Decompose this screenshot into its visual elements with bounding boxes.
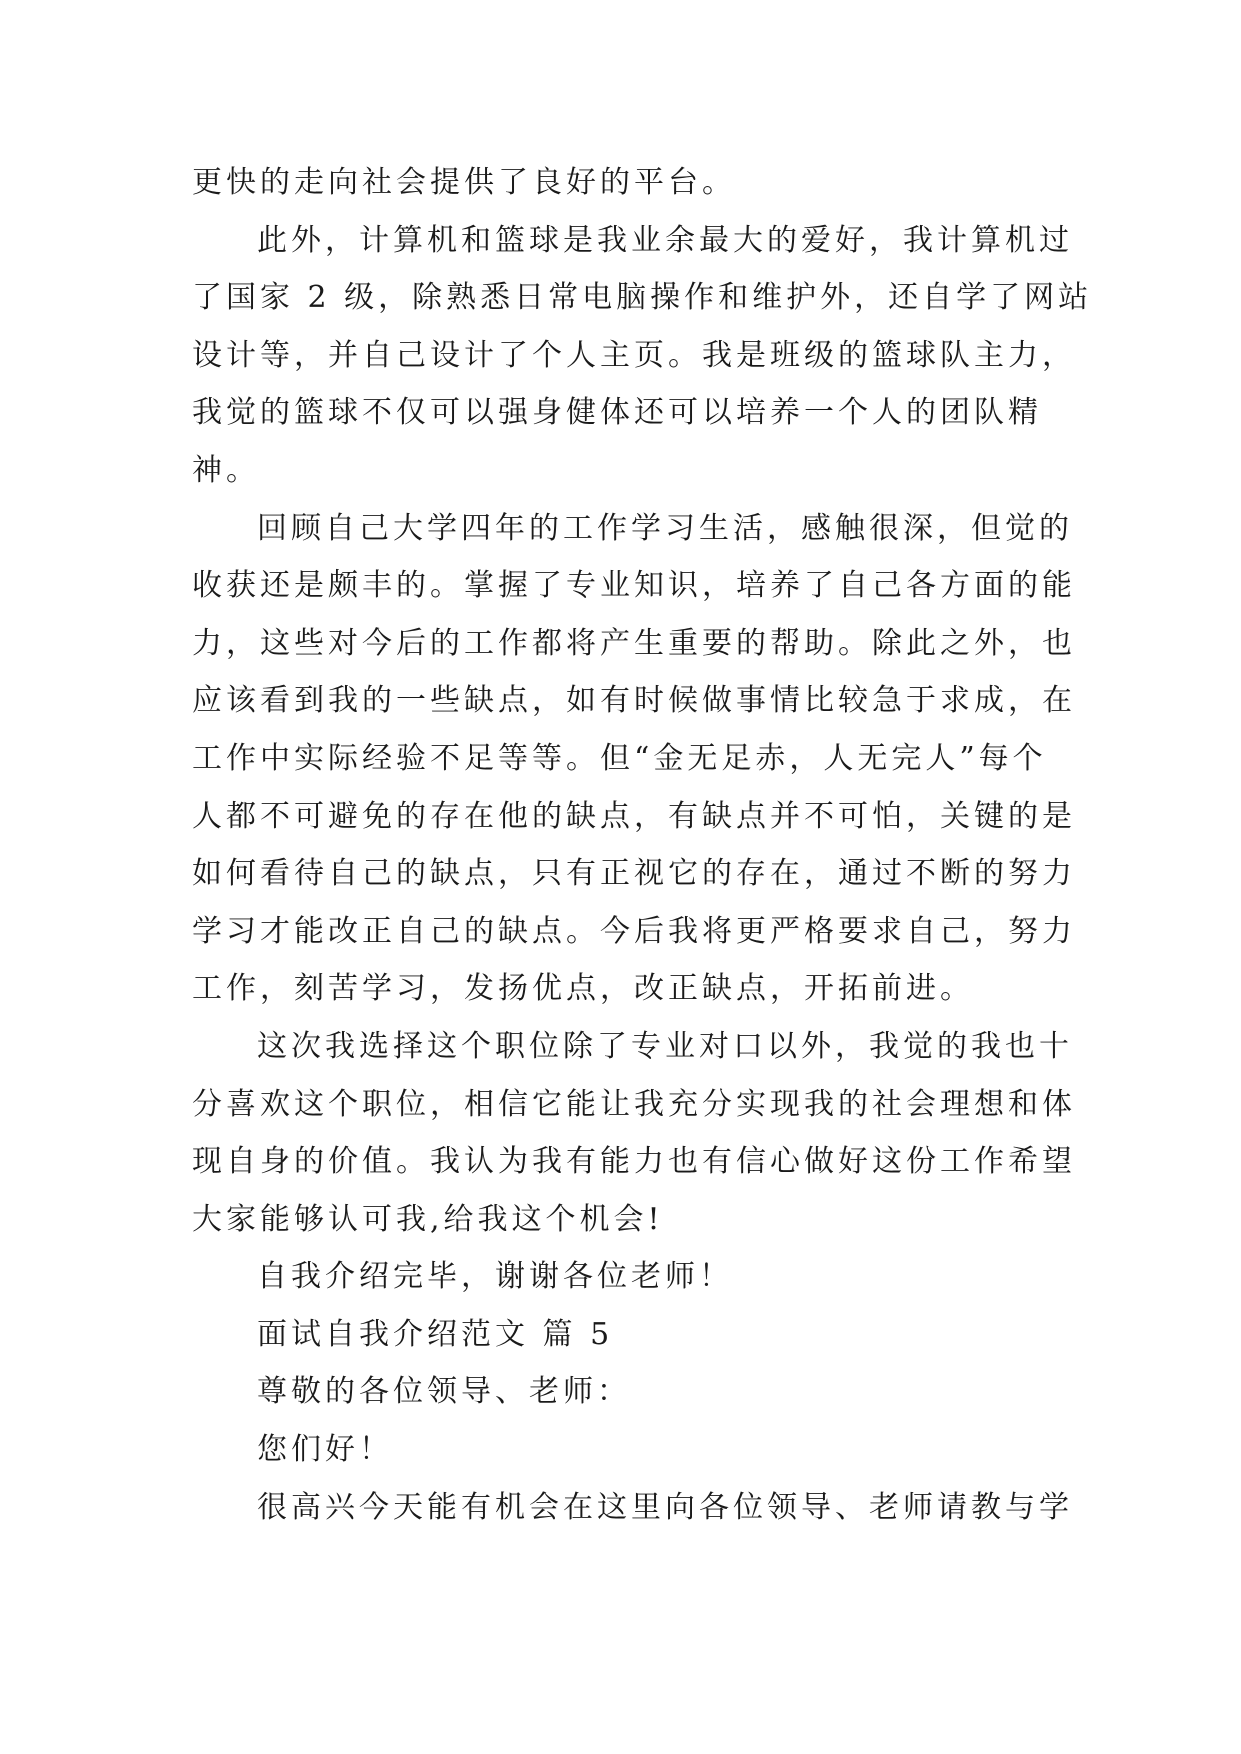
text-line: 工作中实际经验不足等等。但“金无足赤，人无完人”每个	[192, 740, 1047, 776]
text-line: 我觉的篮球不仅可以强身健体还可以培养一个人的团队精	[192, 395, 1042, 431]
text-line: 此外，计算机和篮球是我业余最大的爱好，我计算机过	[257, 222, 1073, 258]
text-line: 人都不可避免的存在他的缺点，有缺点并不可怕，关键的是	[192, 798, 1076, 834]
text-line: 收获还是颇丰的。掌握了专业知识，培养了自己各方面的能	[192, 568, 1076, 604]
text-line: 现自身的价值。我认为我有能力也有信心做好这份工作希望	[192, 1144, 1076, 1180]
text-line: 自我介绍完毕，谢谢各位老师！	[257, 1259, 733, 1295]
text-line: 如何看待自己的缺点，只有正视它的存在，通过不断的努力	[192, 856, 1076, 892]
text-line: 设计等，并自己设计了个人主页。我是班级的篮球队主力，	[192, 337, 1076, 373]
text-line: 更快的走向社会提供了良好的平台。	[192, 165, 736, 200]
body-text	[192, 154, 1093, 1536]
text-line: 您们好！	[257, 1432, 393, 1468]
text-line: 应该看到我的一些缺点，如有时候做事情比较急于求成，在	[192, 683, 1076, 719]
text-line: 回顾自己大学四年的工作学习生活，感触很深，但觉的	[257, 510, 1073, 546]
text-line: 神。	[192, 452, 260, 488]
text-line: 工作，刻苦学习，发扬优点，改正缺点，开拓前进。	[192, 971, 974, 1007]
text-line: 力，这些对今后的工作都将产生重要的帮助。除此之外，也	[192, 625, 1076, 661]
text-line: 这次我选择这个职位除了专业对口以外，我觉的我也十	[257, 1028, 1073, 1064]
text-line: 面试自我介绍范文 篇 5	[257, 1316, 614, 1352]
text-line: 学习才能改正自己的缺点。今后我将更严格要求自己，努力	[192, 913, 1076, 949]
text-line: 大家能够认可我,给我这个机会!	[192, 1201, 664, 1237]
text-line: 分喜欢这个职位，相信它能让我充分实现我的社会理想和体	[192, 1086, 1076, 1122]
text-line: 了国家 2 级，除熟悉日常电脑操作和维护外，还自学了网站	[192, 280, 1093, 316]
text-line: 尊敬的各位领导、老师：	[257, 1374, 631, 1410]
text-line: 很高兴今天能有机会在这里向各位领导、老师请教与学	[257, 1489, 1073, 1525]
